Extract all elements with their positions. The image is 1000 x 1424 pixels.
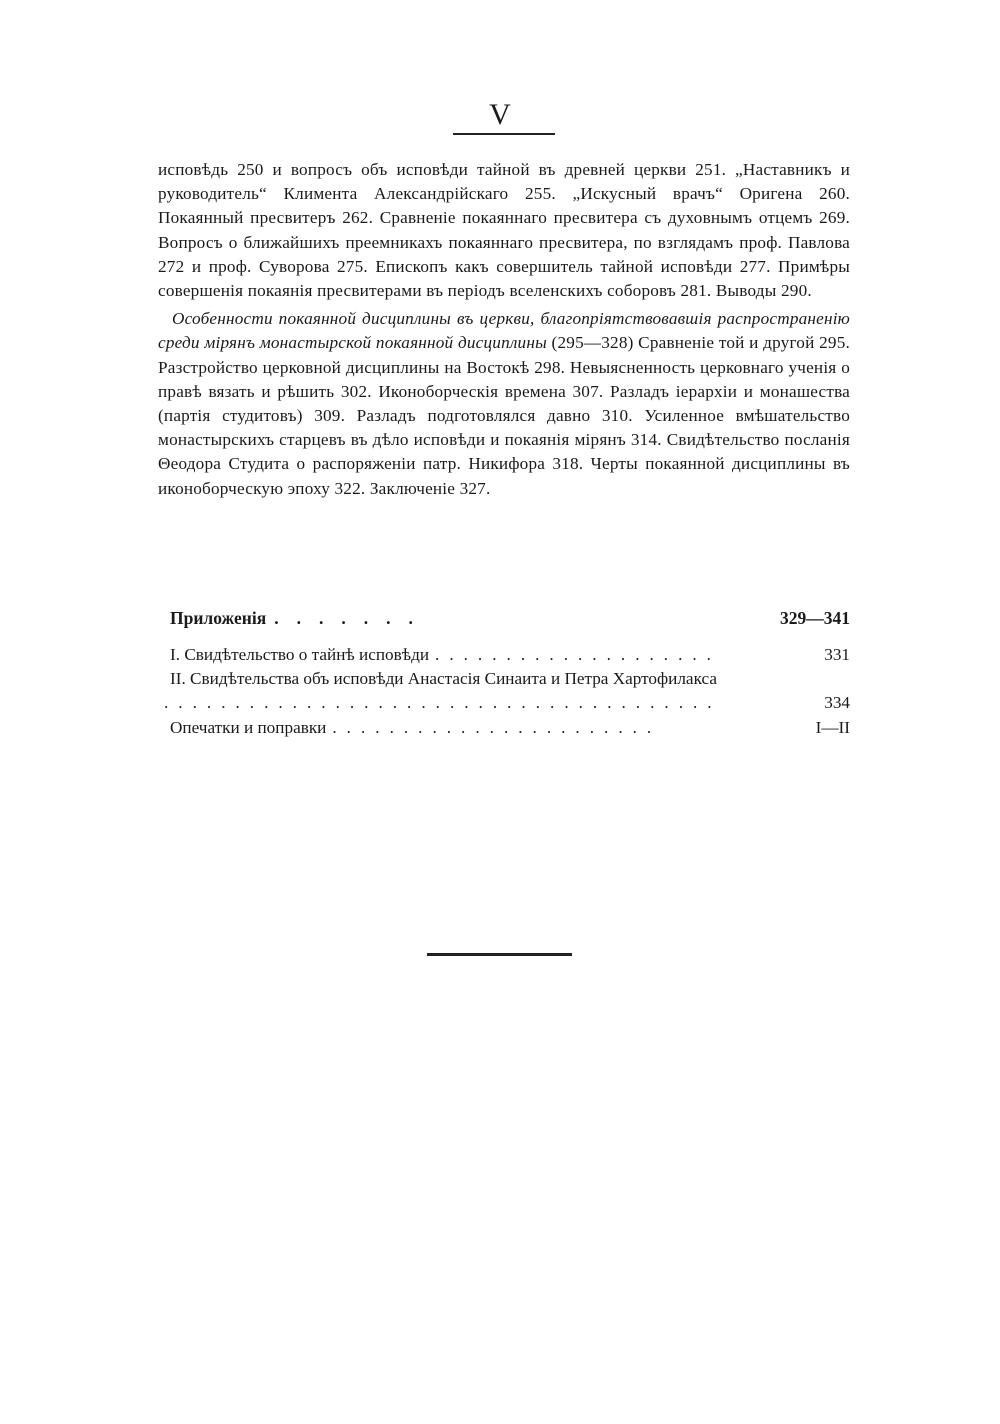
toc-leader-dots: ....................................... bbox=[164, 693, 722, 713]
appendix-pages: 329—341 bbox=[780, 608, 850, 628]
body-text bbox=[158, 158, 850, 501]
toc-row bbox=[158, 643, 850, 667]
paragraph-2-text: (295—328) Сравненіе той и другой 295. Разстройство церковной дисциплины на Востокѣ 298. Невыясненность церковнаго ученія о правѣ вязать и рѣшить 302. Иконоборческія времена 307. Разладъ іерархіи и монашества (партія студитовъ) 309. Разладъ подготовлялся давно 310. Усиленное вмѣшательство монастырскихъ старцевъ въ дѣло исповѣди и покаянія мірянъ 314. Свидѣтельство посланія Θеодора Студита о распоряженіи патр. Никифора 318. Черты покаянной дисциплины въ иконоборческую эпоху 322. Заключеніе 327. bbox=[158, 333, 850, 498]
toc-row bbox=[158, 667, 850, 691]
appendix-contents bbox=[158, 643, 850, 740]
toc-label: I. Свидѣтельство о тайнѣ исповѣди bbox=[170, 645, 430, 664]
paragraph-2-heading: Особенности покаянной дисциплины въ церкви, благопріятствовавшія распространенію среди мірянъ монастырской покаянной дисциплины bbox=[158, 309, 850, 353]
toc-leader-dots: ....................... bbox=[332, 717, 662, 737]
toc-page bbox=[844, 667, 850, 691]
toc-row bbox=[158, 716, 850, 740]
page-number-rule bbox=[453, 133, 555, 135]
toc-page: I—II bbox=[815, 717, 850, 737]
appendix-label: Приложенія bbox=[170, 608, 267, 628]
toc-label: II. Свидѣтельства объ исповѣди Анастасія Синаита и Петра Хартофилакса bbox=[170, 669, 717, 689]
toc-page: 331 bbox=[824, 645, 850, 664]
toc-leader-dots: .................... bbox=[435, 645, 721, 664]
paragraph-1 bbox=[158, 158, 850, 303]
paragraph-1-text: исповѣдь 250 и вопросъ объ исповѣди тайной въ древней церкви 251. „Наставникъ и руководитель“ Климента Александрійскаго 255. „Искусный врачъ“ Оригена 260. Покаянный пресвитеръ 262. Сравненіе покаяннаго пресвитера съ духовнымъ отцемъ 269. Вопросъ о ближайшихъ преемникахъ покаяннаго пресвитера, по взглядамъ проф. Павлова 272 и проф. Суворова 275. Епископъ какъ совершитель тайной исповѣди 277. Примѣры совершенія покаянія пресвитерами въ періодъ вселенскихъ соборовъ 281. Выводы 290. bbox=[158, 160, 850, 301]
toc-row bbox=[158, 691, 850, 715]
appendix-heading bbox=[170, 606, 850, 630]
toc-page: 334 bbox=[824, 693, 850, 713]
end-rule bbox=[427, 953, 572, 956]
appendix-leader-dots: ....... bbox=[274, 608, 431, 628]
paragraph-2 bbox=[158, 307, 850, 501]
toc-label: Опечатки и поправки bbox=[170, 717, 327, 737]
toc-leader-dots bbox=[717, 667, 844, 691]
page-number: V bbox=[489, 98, 511, 131]
